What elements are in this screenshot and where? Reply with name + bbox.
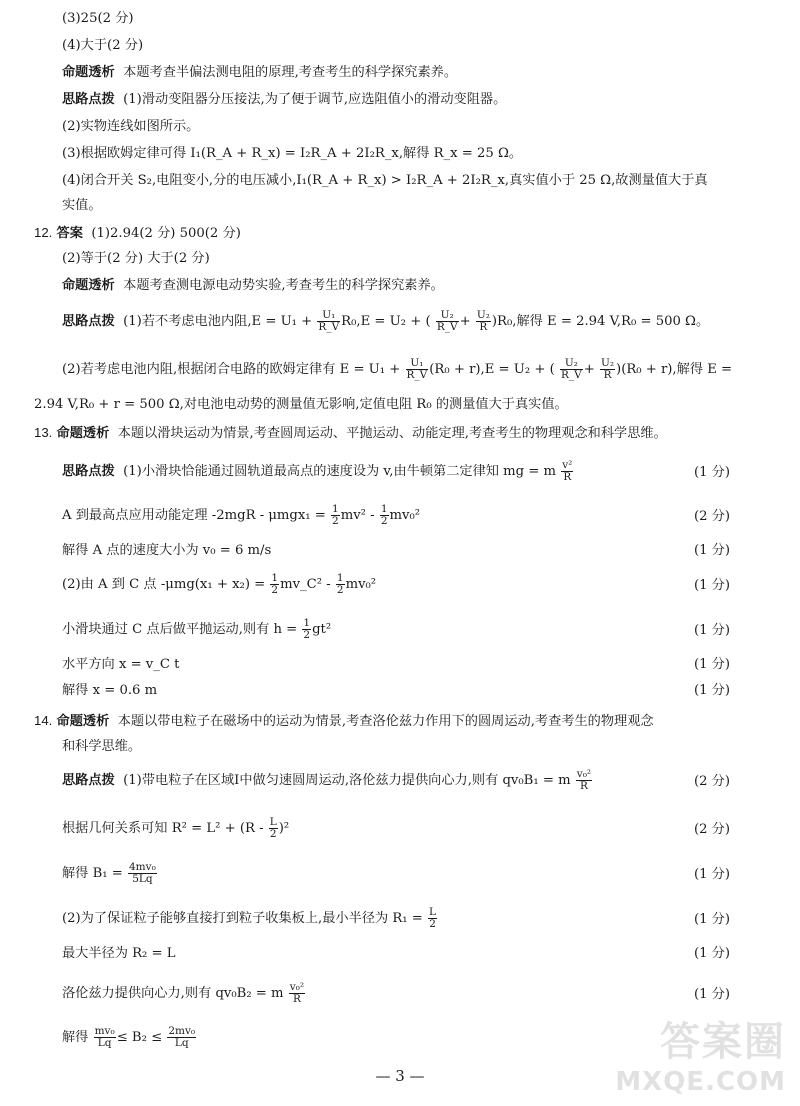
fraction: $\frac{\text{U₂}}{R\_V}$ xyxy=(436,309,458,333)
hint-14-4: (2)为了保证粒子能够直接打到粒子收集板上,最小半径为 R₁ = $\frac{L}{2}$ xyxy=(62,906,437,930)
hint-13-2: A 到最高点应用动能定理 -2mgR - μmgx₁ = $\frac{1}{2}$ mv² - $\frac{1}{2}$ mv₀² xyxy=(62,503,421,527)
score: (1 分) xyxy=(693,912,730,927)
hint-14-6: 洛伦兹力提供向心力,则有 qv₀B₂ = m $\frac{\text{v₀²}}{R}$ xyxy=(62,981,305,1005)
hint-11-3: (3)根据欧姆定律可得 I₁(R_A + R_x) = I₂R_A + 2I₂R_x,解得 R_x = 25 Ω。 xyxy=(62,146,523,161)
hint-11-4: (4)闭合开关 S₂,电阻变小,分的电压减小,I₁(R_A + R_x) > I₂R_A + 2I₂R_x,真实值小于 25 Ω,故测量值大于真 xyxy=(62,173,708,188)
hint-12-2: (2)若考虑电池内阻,根据闭合电路的欧姆定律有 E = U₁ + $\frac{\text{U₁}}{R\_V}$ (R₀ + r),E = U₂ + ( $\frac{\text{U₂}}{R\_V}$ + $\frac{\text{U₂}}{R}$ )(R₀ + r),解得 E = xyxy=(62,357,733,381)
answer-11-4: (4)大于(2 分) xyxy=(62,38,144,53)
label-analysis: 命题透析 xyxy=(62,65,115,80)
score: (1 分) xyxy=(693,657,730,672)
score: (1 分) xyxy=(693,987,730,1002)
hint-14-2: 根据几何关系可知 R² = L² + (R - $\frac{L}{2}$ )² xyxy=(62,816,290,840)
fraction: $\frac{1}{2}$ xyxy=(332,503,339,527)
fraction: $\frac{1}{2}$ xyxy=(380,503,388,527)
fraction: $\frac{\text{U₂}}{R}$ xyxy=(476,309,490,333)
analysis-11: 命题透析 本题考查半偏法测电阻的原理,考查考生的科学探究素养。 xyxy=(62,65,458,80)
page-number: — 3 — xyxy=(375,1067,425,1085)
score: (1 分) xyxy=(693,465,730,480)
hint-12-2-cont: 2.94 V,R₀ + r = 500 Ω,对电池电动势的测量值无影响,定值电阻 R₀ 的测量值大于真实值。 xyxy=(34,397,568,412)
watermark-title: 答案圈 xyxy=(660,1019,786,1065)
hint-13-1: 思路点拨 (1)小滑块恰能通过圆轨道最高点的速度设为 v,由牛顿第二定律知 mg = m $\frac{\text{v²}}{R}$ xyxy=(62,459,573,483)
watermark-url: MXQE.COM xyxy=(615,1067,786,1097)
analysis-12: 命题透析 本题考查测电源电动势实验,考查考生的科学探究素养。 xyxy=(62,278,444,293)
hint-14-3: 解得 B₁ = $\frac{\text{4mv₀}}{5Lq}$ xyxy=(62,861,156,885)
score: (2 分) xyxy=(693,509,730,524)
score: (1 分) xyxy=(693,946,730,961)
fraction: $\frac{\text{U₂}}{R}$ xyxy=(600,357,615,381)
hint-12-1: 思路点拨 (1)若不考虑电池内阻,E = U₁ + $\frac{\text{U₁}}{R\_V}$ R₀,E = U₂ + ( $\frac{\text{U₂}}{R\_V}$ + $\frac{\text{U₂}}{R}$ )R₀,解得 E = 2.94 V,R₀ = 500 Ω。 xyxy=(62,309,710,333)
fraction: $\frac{\text{U₁}}{R\_V}$ xyxy=(406,357,428,381)
fraction: $\frac{1}{2}$ xyxy=(271,572,279,596)
hint-14-7: 解得 $\frac{\text{mv₀}}{Lq}$ ≤ B₂ ≤ $\frac{\text{2mv₀}}{Lq}$ xyxy=(62,1025,196,1049)
score: (2 分) xyxy=(693,822,730,837)
fraction: $\frac{\text{2mv₀}}{Lq}$ xyxy=(168,1025,196,1049)
hint-13-6: 水平方向 x = v_C t xyxy=(62,657,180,672)
score: (1 分) xyxy=(693,683,730,698)
fraction: $\frac{L}{2}$ xyxy=(269,816,277,840)
answer-12-2: (2)等于(2 分) 大于(2 分) xyxy=(62,251,210,266)
hint-11-1: 思路点拨 (1)滑动变阻器分压接法,为了便于调节,应选阻值小的滑动变阻器。 xyxy=(62,92,507,107)
analysis-14: 14. 命题透析 本题以带电粒子在磁场中的运动为情景,考查洛伦兹力作用下的圆周运动,考查考生的物理观念 xyxy=(34,713,654,729)
fraction: $\frac{\text{U₂}}{R\_V}$ xyxy=(560,357,582,381)
hint-13-4: (2)由 A 到 C 点 -μmg(x₁ + x₂) = $\frac{1}{2}$ mv_C² - $\frac{1}{2}$ mv₀² xyxy=(62,572,377,596)
score: (1 分) xyxy=(693,543,730,558)
fraction: $\frac{\text{v₀²}}{R}$ xyxy=(576,768,592,792)
analysis-14-cont: 和科学思维。 xyxy=(62,739,142,754)
analysis-13: 13. 命题透析 本题以滑块运动为情景,考查圆周运动、平抛运动、动能定理,考查考生的物理观念和科学思维。 xyxy=(34,425,667,441)
hint-14-5: 最大半径为 R₂ = L xyxy=(62,946,176,961)
watermark-logo xyxy=(596,1010,786,1100)
score: (1 分) xyxy=(693,578,730,593)
fraction: $\frac{\text{v²}}{R}$ xyxy=(562,459,573,483)
hint-11-4-cont: 实值。 xyxy=(62,198,102,213)
score: (1 分) xyxy=(693,623,730,638)
fraction: $\frac{L}{2}$ xyxy=(429,906,437,930)
fraction: $\frac{\text{4mv₀}}{5Lq}$ xyxy=(129,861,156,885)
fraction: $\frac{\text{mv₀}}{Lq}$ xyxy=(94,1025,115,1049)
hint-13-7: 解得 x = 0.6 m xyxy=(62,683,158,698)
score: (1 分) xyxy=(693,867,730,882)
answer-12: 12. 答案 (1)2.94(2 分) 500(2 分) xyxy=(34,225,241,241)
score: (2 分) xyxy=(693,774,730,789)
label-hint: 思路点拨 xyxy=(62,92,115,107)
hint-11-2: (2)实物连线如图所示。 xyxy=(62,119,200,134)
hint-13-3: 解得 A 点的速度大小为 v₀ = 6 m/s xyxy=(62,543,272,558)
fraction: $\frac{\text{v₀²}}{R}$ xyxy=(289,981,305,1005)
hint-13-5: 小滑块通过 C 点后做平抛运动,则有 h = $\frac{1}{2}$ gt² xyxy=(62,617,332,641)
fraction: $\frac{\text{U₁}}{R\_V}$ xyxy=(318,309,340,333)
hint-14-1: 思路点拨 (1)带电粒子在区域Ⅰ中做匀速圆周运动,洛伦兹力提供向心力,则有 qv₀B₁ = m $\frac{\text{v₀²}}{R}$ xyxy=(62,768,592,792)
fraction: $\frac{1}{2}$ xyxy=(336,572,344,596)
fraction: $\frac{1}{2}$ xyxy=(303,617,311,641)
answer-11-3: (3)25(2 分) xyxy=(62,11,134,26)
